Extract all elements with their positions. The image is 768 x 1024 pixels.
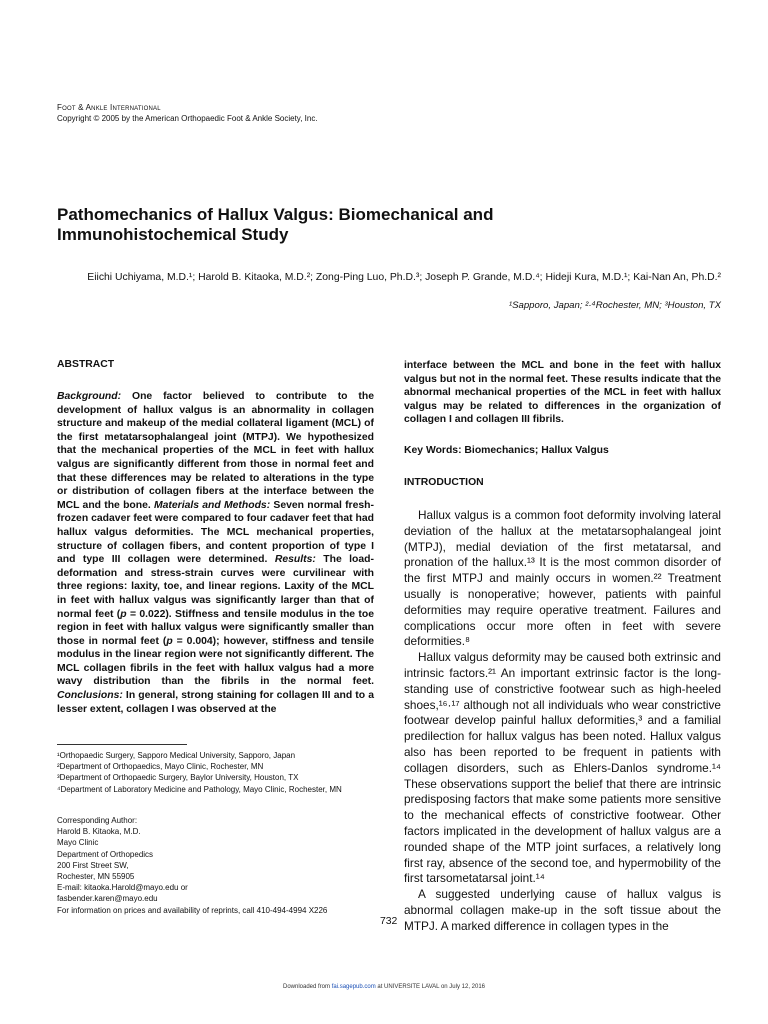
conclusions-text: In general, strong staining for collagen III and to a lesser extent, collagen I was observed at the bbox=[57, 690, 374, 715]
results-text-b: = 0.022). Stiffness and tensile modulus in the toe region in feet with hallux valgus were significantly smaller than those in normal feet ( bbox=[57, 608, 374, 647]
download-prefix: Downloaded from bbox=[282, 984, 332, 990]
results-text-a: The load-deformation and stress-strain curves were curvilinear with three regions: laxity, toe, and linear regions. Laxity of the MCL in feet with hallux valgus was significantly larger than that of normal feet ( bbox=[57, 554, 374, 620]
intro-paragraph-1: Hallux valgus is a common foot deformity involving lateral deviation of the hallux at the metatarsophalangeal joint (MTPJ), medial deviation of the first metatarsal, and pronation of the hallux.¹³ It is the most common disorder of the first MTPJ and mainly occurs in women.²² Treatment usually is nonoperative; however, patients with painful deformities may require operative treatment. Failures and complications occur more often in feet with severe deformities.⁸ bbox=[404, 507, 721, 649]
page-number: 732 bbox=[380, 916, 398, 927]
download-suffix: at UNIVERSITE LAVAL on July 12, 2016 bbox=[375, 984, 485, 990]
download-notice bbox=[0, 984, 768, 990]
journal-name: Foot & Ankle International bbox=[57, 103, 161, 112]
article-title: Pathomechanics of Hallux Valgus: Biomechanical and Immunohistochemical Study bbox=[57, 205, 494, 244]
p-value-symbol: p bbox=[120, 608, 127, 620]
corr-line: Rochester, MN 55905 bbox=[57, 872, 135, 882]
abstract-continued: interface between the MCL and bone in the feet with hallux valgus but not in the normal feet. These results indicate that the abnormal mechanical properties of the MCL in feet with hallux valgus may be related to differences in the organization of collagen I and collagen III fibrils. bbox=[404, 360, 721, 426]
keywords: Key Words: Biomechanics; Hallux Valgus bbox=[404, 444, 609, 456]
abstract-heading: ABSTRACT bbox=[57, 359, 115, 370]
conclusions-label: Conclusions: bbox=[57, 690, 123, 702]
corr-line: 200 First Street SW, bbox=[57, 860, 129, 870]
author-list: Eiichi Uchiyama, M.D.¹; Harold B. Kitaoka, M.D.²; Zong-Ping Luo, Ph.D.³; Joseph P. Grande, M.D.⁴; Hideji Kura, M.D.¹; Kai-Nan An, Ph.D.² bbox=[87, 272, 721, 283]
corr-line: Harold B. Kitaoka, M.D. bbox=[57, 827, 141, 837]
introduction-heading: INTRODUCTION bbox=[404, 476, 484, 488]
left-column bbox=[57, 359, 374, 716]
corr-email[interactable]: fasbender.karen@mayo.edu bbox=[57, 894, 158, 904]
intro-paragraph-2: Hallux valgus deformity may be caused both extrinsic and intrinsic factors.²¹ An important extrinsic factor is the long-standing use of constrictive footwear such as high-heeled shoes,¹⁶·¹⁷ although not all individuals who wear constrictive footwear develop painful hallux deformities,³ and a familial predilection for hallux valgus has been noted. Hallux valgus also has been reported to be frequent in patients with collagen disorders, such as Ehlers-Danlos syndrome.¹⁴ These observations support the belief that there are intrinsic predisposing factors that make some patients more sensitive to the mechanical effects of constrictive footwear. Other factors implicated in the development of hallux valgus are a rounded shape of the MTP joint surfaces, a relatively long first ray, absence of the second toe, and hypermobility of the first tarsometatarsal joint.¹⁴ bbox=[404, 650, 721, 886]
download-link[interactable]: fai.sagepub.com bbox=[331, 984, 376, 990]
footnote: ²Department of Orthopaedics, Mayo Clinic, Rochester, MN bbox=[57, 762, 264, 772]
footnote-divider bbox=[57, 744, 187, 745]
results-label: Results: bbox=[274, 554, 316, 566]
author-affiliations: ¹Sapporo, Japan; ²·⁴Rochester, MN; ³Houston, TX bbox=[508, 300, 721, 311]
abstract-text bbox=[57, 390, 374, 716]
p-value-symbol: p bbox=[166, 635, 173, 647]
background-text: One factor believed to contribute to the development of hallux valgus is an abnormality in collagen structure and makeup of the medial collateral ligament (MCL) of the first metatarsophalangeal joint (MTPJ). We hypothesized that the mechanical properties of the MCL in feet with hallux valgus are significantly different from those in normal feet and that these differences may be related to alterations in the type or distribution of collagen fibers at the interface between the MCL and the bone. bbox=[57, 391, 374, 511]
footnote: ³Department of Orthopaedic Surgery, Baylor University, Houston, TX bbox=[57, 773, 299, 783]
copyright-line: Copyright © 2005 by the American Orthopaedic Foot & Ankle Society, Inc. bbox=[57, 114, 318, 123]
results-text-c: = 0.004); however, stiffness and tensile modulus in the linear region were not significantly different. The MCL collagen fibrils in the feet with hallux valgus had a more wavy distribution than the fibrils in the normal feet. bbox=[57, 635, 374, 688]
affiliation-footnotes bbox=[57, 750, 374, 795]
corr-line: Corresponding Author: bbox=[57, 816, 138, 825]
reprint-info: For information on prices and availability of reprints, call 410-494-4994 X226 bbox=[57, 905, 328, 915]
footnote: ¹Orthopaedic Surgery, Sapporo Medical University, Sapporo, Japan bbox=[57, 751, 296, 760]
intro-paragraph-3: A suggested underlying cause of hallux valgus is abnormal collagen make-up in the soft tissue about the MTPJ. A marked difference in collagen types in the bbox=[404, 887, 721, 933]
methods-label: Materials and Methods: bbox=[154, 499, 271, 511]
corr-line: Mayo Clinic bbox=[57, 838, 99, 848]
corr-line: Department of Orthopedics bbox=[57, 849, 154, 859]
background-label: Background: bbox=[57, 391, 122, 402]
corr-email[interactable]: E-mail: kitaoka.Harold@mayo.edu or bbox=[57, 883, 188, 893]
right-column bbox=[404, 359, 721, 934]
corresponding-author-block bbox=[57, 815, 374, 916]
methods-text: Seven normal fresh-frozen cadaver feet were compared to four cadaver feet that had hallux valgus deformities. The MCL mechanical properties, structure of collagen fibers, and content proportion of type I and type III collagen were determined. bbox=[57, 499, 374, 566]
footnote: ⁴Department of Laboratory Medicine and Pathology, Mayo Clinic, Rochester, MN bbox=[57, 784, 342, 794]
